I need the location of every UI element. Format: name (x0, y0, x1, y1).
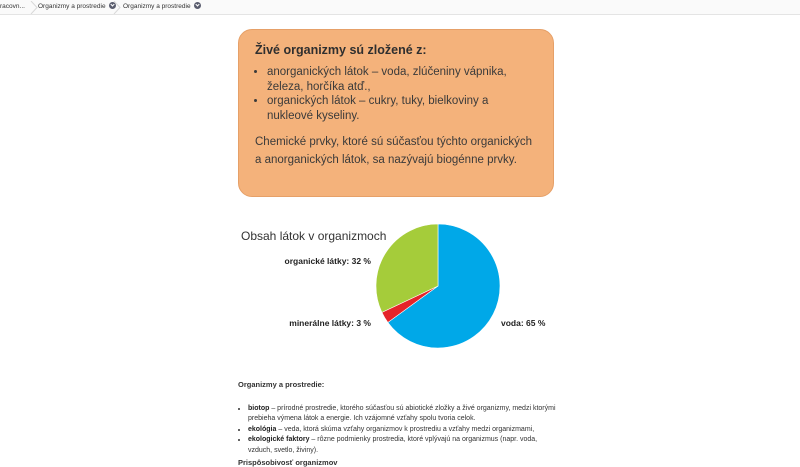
info-box-list (255, 65, 537, 123)
list-item (248, 404, 558, 425)
slice-label-water: voda: 65 % (501, 318, 546, 328)
chevron-down-icon[interactable] (194, 2, 201, 9)
definition-text: – prírodné prostredie, ktorého súčasťou sú abiotické zložky a živé organizmy, medzi ktorými prebieha výmena látok a energie. Ich vzájomné vzťahy spolu tvoria celok. (248, 404, 556, 422)
term: ekologické faktory (248, 436, 310, 443)
breadcrumb-separator-icon (113, 1, 121, 14)
section-heading-partial: Prispôsobivosť organizmov (238, 458, 338, 467)
list-item: • organických látok – cukry, tuky, bielkoviny a nukleové kyseliny. (267, 94, 537, 123)
chart-title: Obsah látok v organizmoch (241, 229, 387, 243)
pie-chart (374, 222, 502, 350)
definitions-section (238, 380, 558, 456)
list-item (248, 435, 558, 456)
breadcrumb-item-lesson[interactable] (123, 0, 201, 14)
info-box-heading: Živé organizmy sú zložené z: (255, 43, 427, 57)
breadcrumb-item-label: Organizmy a prostredie (123, 3, 191, 10)
info-box-note: Chemické prvky, ktoré sú súčasťou týchto organických a anorganických látok, sa nazývajú biogénne prvky. (255, 136, 533, 166)
slice-label-minerals: minerálne látky: 3 % (289, 318, 371, 328)
breadcrumb-separator-icon (30, 1, 38, 14)
slice-label-organic: organické látky: 32 % (284, 256, 371, 266)
term: ekológia (248, 425, 277, 433)
breadcrumb-item-workbook[interactable] (0, 0, 25, 14)
breadcrumb-item-label: racovn... (0, 3, 25, 10)
definitions-list (238, 404, 558, 457)
breadcrumb-item-label: Organizmy a prostredie (38, 3, 106, 10)
info-box (238, 29, 554, 197)
definitions-heading: Organizmy a prostredie: (238, 380, 325, 389)
breadcrumb-item-chapter[interactable] (38, 0, 116, 14)
list-item (248, 425, 558, 436)
definition-text: – veda, ktorá skúma vzťahy organizmov k prostrediu a vzťahy medzi organizmami, (276, 425, 535, 433)
breadcrumb (0, 0, 800, 15)
list-item: • anorganických látok – voda, zlúčeniny vápnika, železa, horčíka atď., (267, 65, 537, 94)
definition-text: – rôzne podmienky prostredia, ktoré vplývajú na organizmus (napr. voda, vzduch, svetlo, živiny). (248, 436, 538, 454)
term: biotop (248, 404, 270, 412)
